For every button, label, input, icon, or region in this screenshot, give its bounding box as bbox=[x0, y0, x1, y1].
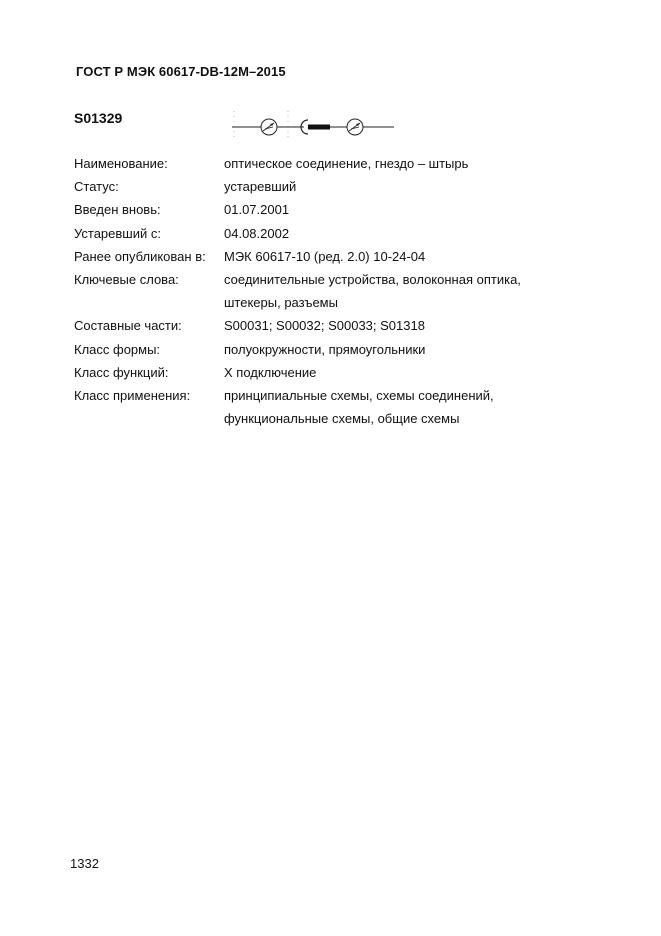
property-status bbox=[74, 175, 594, 198]
property-value bbox=[224, 152, 594, 175]
property-label: Введен вновь: bbox=[74, 202, 161, 218]
property-label: Статус: bbox=[74, 179, 119, 195]
property-value-line: X подключение bbox=[224, 364, 317, 380]
property-value bbox=[224, 198, 594, 221]
page-number: 1332 bbox=[70, 856, 99, 871]
property-previously-published bbox=[74, 245, 594, 268]
property-value-line: МЭК 60617-10 (ред. 2.0) 10-24-04 bbox=[224, 248, 426, 264]
property-introduced bbox=[74, 198, 594, 221]
property-function-class bbox=[74, 361, 594, 384]
document-header: ГОСТ Р МЭК 60617-DB-12M–2015 bbox=[76, 64, 286, 79]
symbol-properties bbox=[74, 152, 594, 430]
property-value-line: функциональные схемы, общие схемы bbox=[224, 411, 460, 427]
property-value bbox=[224, 314, 594, 337]
property-value bbox=[224, 175, 594, 198]
property-value-line: 04.08.2002 bbox=[224, 225, 290, 241]
property-label: Устаревший с: bbox=[74, 225, 161, 241]
property-label: Составные части: bbox=[74, 318, 182, 334]
property-shape-class bbox=[74, 338, 594, 361]
property-value bbox=[224, 268, 594, 314]
property-label: Ранее опубликован в: bbox=[74, 248, 206, 264]
property-label: Ключевые слова: bbox=[74, 272, 179, 288]
property-label: Класс применения: bbox=[74, 388, 191, 404]
property-value-line: S00031; S00032; S00033; S01318 bbox=[224, 318, 425, 334]
property-value-line: соединительные устройства, волоконная оптика, bbox=[224, 272, 521, 288]
property-label: Наименование: bbox=[74, 156, 168, 171]
property-keywords bbox=[74, 268, 594, 314]
property-label: Класс формы: bbox=[74, 341, 161, 357]
property-value-line: 01.07.2001 bbox=[224, 202, 290, 218]
property-value bbox=[224, 245, 594, 268]
property-value-line: принципиальные схемы, схемы соединений, bbox=[224, 388, 494, 404]
property-label: Класс функций: bbox=[74, 364, 169, 380]
property-value bbox=[224, 222, 594, 245]
property-value-line: штекеры, разъемы bbox=[224, 295, 338, 311]
property-obsolete-since bbox=[74, 222, 594, 245]
property-value bbox=[224, 338, 594, 361]
property-value bbox=[224, 361, 594, 384]
property-value bbox=[224, 384, 594, 430]
property-name bbox=[74, 152, 594, 175]
property-value-line: полуокружности, прямоугольники bbox=[224, 341, 426, 357]
property-value-line: оптическое соединение, гнездо – штырь bbox=[224, 156, 469, 171]
fiber-optic-socket-plug-icon bbox=[228, 108, 396, 144]
property-components bbox=[74, 314, 594, 337]
property-application-class bbox=[74, 384, 594, 430]
symbol-code: S01329 bbox=[74, 110, 123, 126]
property-value-line: устаревший bbox=[224, 179, 297, 195]
